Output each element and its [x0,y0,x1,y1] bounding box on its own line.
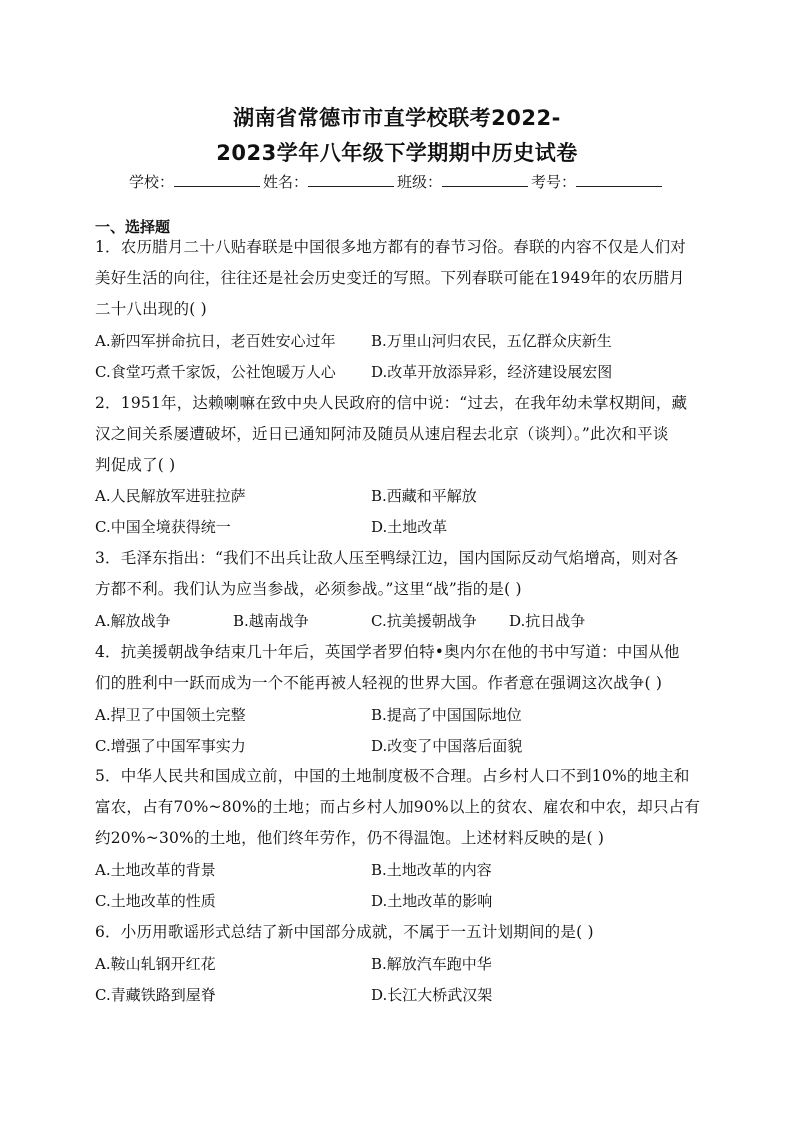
question-2-option-b: B.西藏和平解放 [371,487,477,505]
name-label: 姓名： [262,173,308,191]
exam-title-line-2: 2023学年八年级下学期期中历史试卷 [216,141,578,165]
question-2-option-d: D.土地改革 [371,518,448,536]
question-2-line-3: 判促成了( ) [95,456,176,474]
question-3-line-2: 方都不利。我们认为应当参战，必须参战。”这里“战”指的是( ) [95,580,522,598]
question-5-option-b: B.土地改革的内容 [371,861,492,879]
question-1-line-2: 美好生活的向往，往往还是社会历史变迁的写照。下列春联可能在1949年的农历腊月 [95,269,685,287]
question-4-option-a: A.捍卫了中国领土完整 [95,706,246,724]
question-5-line-1: 5．中华人民共和国成立前，中国的土地制度极不合理。占乡村人口不到10%的地主和 [95,767,690,785]
question-3-option-b: B.越南战争 [233,612,309,630]
section-title: 一、选择题 [95,218,171,236]
question-5-line-3: 约20%~30%的土地，他们终年劳作，仍不得温饱。上述材料反映的是( ) [95,829,605,847]
question-6-option-d: D.长江大桥武汉架 [371,986,493,1004]
question-1-option-d: D.改革开放添异彩，经济建设展宏图 [371,363,613,381]
question-3-option-a: A.解放战争 [95,612,171,630]
question-6-option-c: C.青藏铁路到屋脊 [95,986,216,1004]
question-4-line-1: 4．抗美援朝战争结束几十年后，英国学者罗伯特•奥内尔在他的书中写道：中国从他 [95,643,680,661]
question-1-option-a: A.新四军拼命抗日，老百姓安心过年 [95,332,336,350]
class-blank [442,172,528,187]
question-6-option-a: A.鞍山轧钢开红花 [95,955,216,973]
question-4-option-d: D.改变了中国落后面貌 [371,737,523,755]
student-info-line [0,171,794,192]
question-6-option-b: B.解放汽车跑中华 [371,955,492,973]
question-3-option-c: C.抗美援朝战争 [371,612,477,630]
question-2-option-a: A.人民解放军进驻拉萨 [95,487,246,505]
question-4-line-2: 们的胜利中一跃而成为一个不能再被人轻视的世界大国。作者意在强调这次战争( ) [95,674,663,692]
exam-number-blank [576,172,662,187]
question-1-option-c: C.食堂巧煮千家饭，公社饱暖万人心 [95,363,336,381]
question-2-line-1: 2．1951年，达赖喇嘛在致中央人民政府的信中说：“过去，在我年幼未掌权期间，藏 [95,394,688,412]
name-blank [308,172,394,187]
question-6-line-1: 6．小历用歌谣形式总结了新中国部分成就，不属于一五计划期间的是( ) [95,923,594,941]
question-3-line-1: 3．毛泽东指出：“我们不出兵让敌人压至鸭绿江边，国内国际反动气焰增高，则对各 [95,549,679,567]
question-2-line-2: 汉之间关系屡遭破坏，近日已通知阿沛及随员从速启程去北京（谈判）。”此次和平谈 [95,425,669,443]
class-label: 班级： [397,173,443,191]
question-5-option-a: A.土地改革的背景 [95,861,216,879]
school-label: 学校： [128,173,174,191]
question-5-line-2: 富农，占有70%~80%的土地；而占乡村人加90%以上的贫农、雇农和中农，却只占有 [95,798,701,816]
exam-title-line-1: 湖南省常德市市直学校联考2022- [233,106,561,130]
school-blank [174,172,260,187]
exam-number-label: 考号： [531,173,577,191]
question-3-option-d: D.抗日战争 [509,612,586,630]
question-1-line-1: 1．农历腊月二十八贴春联是中国很多地方都有的春节习俗。春联的内容不仅是人们对 [95,238,686,256]
question-2-option-c: C.中国全境获得统一 [95,518,231,536]
question-4-option-c: C.增强了中国军事实力 [95,737,246,755]
question-5-option-d: D.土地改革的影响 [371,892,493,910]
question-5-option-c: C.土地改革的性质 [95,892,216,910]
question-1-option-b: B.万里山河归农民，五亿群众庆新生 [371,332,612,350]
question-1-line-3: 二十八出现的( ) [95,300,207,318]
question-4-option-b: B.提高了中国国际地位 [371,706,522,724]
